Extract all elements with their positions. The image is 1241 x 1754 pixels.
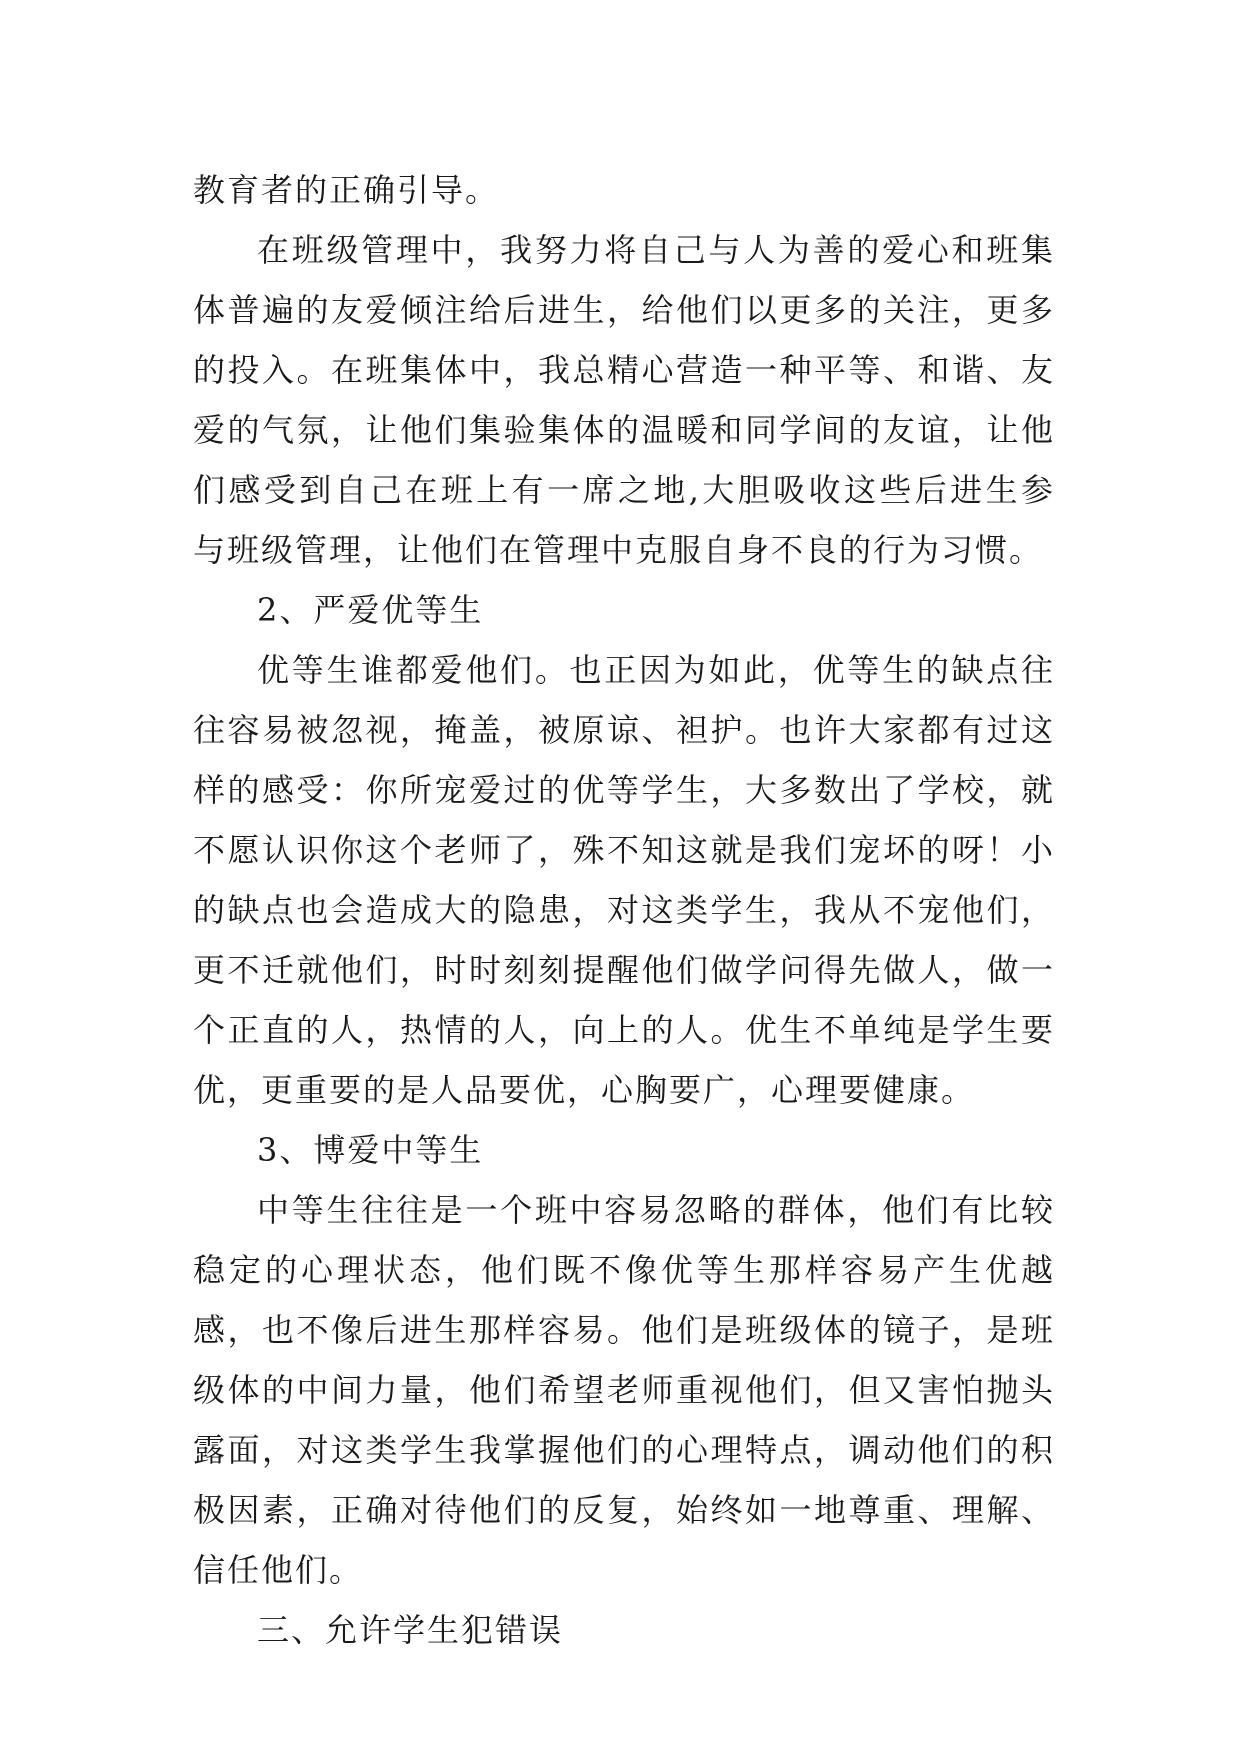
paragraph: 教育者的正确引导。 [193, 171, 500, 209]
paragraph: 优等生谁都爱他们。也正因为如此，优等生的缺点往往容易被忽视，掩盖，被原谅、袒护。也许大家都有过这样的感受：你所宠爱过的优等学生，大多数出了学校，就不愿认识你这个老师了，殊不知这就是我们宠坏的呀！小的缺点也会造成大的隐患，对这类学生，我从不宠他们，更不迁就他们，时时刻刻提醒他们做学问得先做人，做一个正直的人，热情的人，向上的人。优生不单纯是学生要优，更重要的是人品要优，心胸要广，心理要健康。 [193, 651, 1055, 1109]
paragraph: 中等生往往是一个班中容易忽略的群体，他们有比较稳定的心理状态，他们既不像优等生那样容易产生优越感，也不像后进生那样容易。他们是班级体的镜子，是班级体的中间力量，他们希望老师重视他们，但又害怕抛头露面，对这类学生我掌握他们的心理特点，调动他们的积极因素，正确对待他们的反复，始终如一地尊重、理解、信任他们。 [193, 1191, 1055, 1589]
paragraph: 在班级管理中，我努力将自己与人为善的爱心和班集体普遍的友爱倾注给后进生，给他们以更多的关注，更多的投入。在班集体中，我总精心营造一种平等、和谐、友爱的气氛，让他们集验集体的温暖和同学间的友谊，让他们感受到自己在班上有一席之地,大胆吸收这些后进生参与班级管理，让他们在管理中克服自身不良的行为习惯。 [193, 231, 1055, 569]
section-heading: 2、严爱优等生 [257, 591, 484, 629]
section-heading: 三、允许学生犯错误 [257, 1611, 564, 1649]
section-heading: 3、博爱中等生 [257, 1131, 484, 1169]
document-body [193, 160, 1055, 1660]
